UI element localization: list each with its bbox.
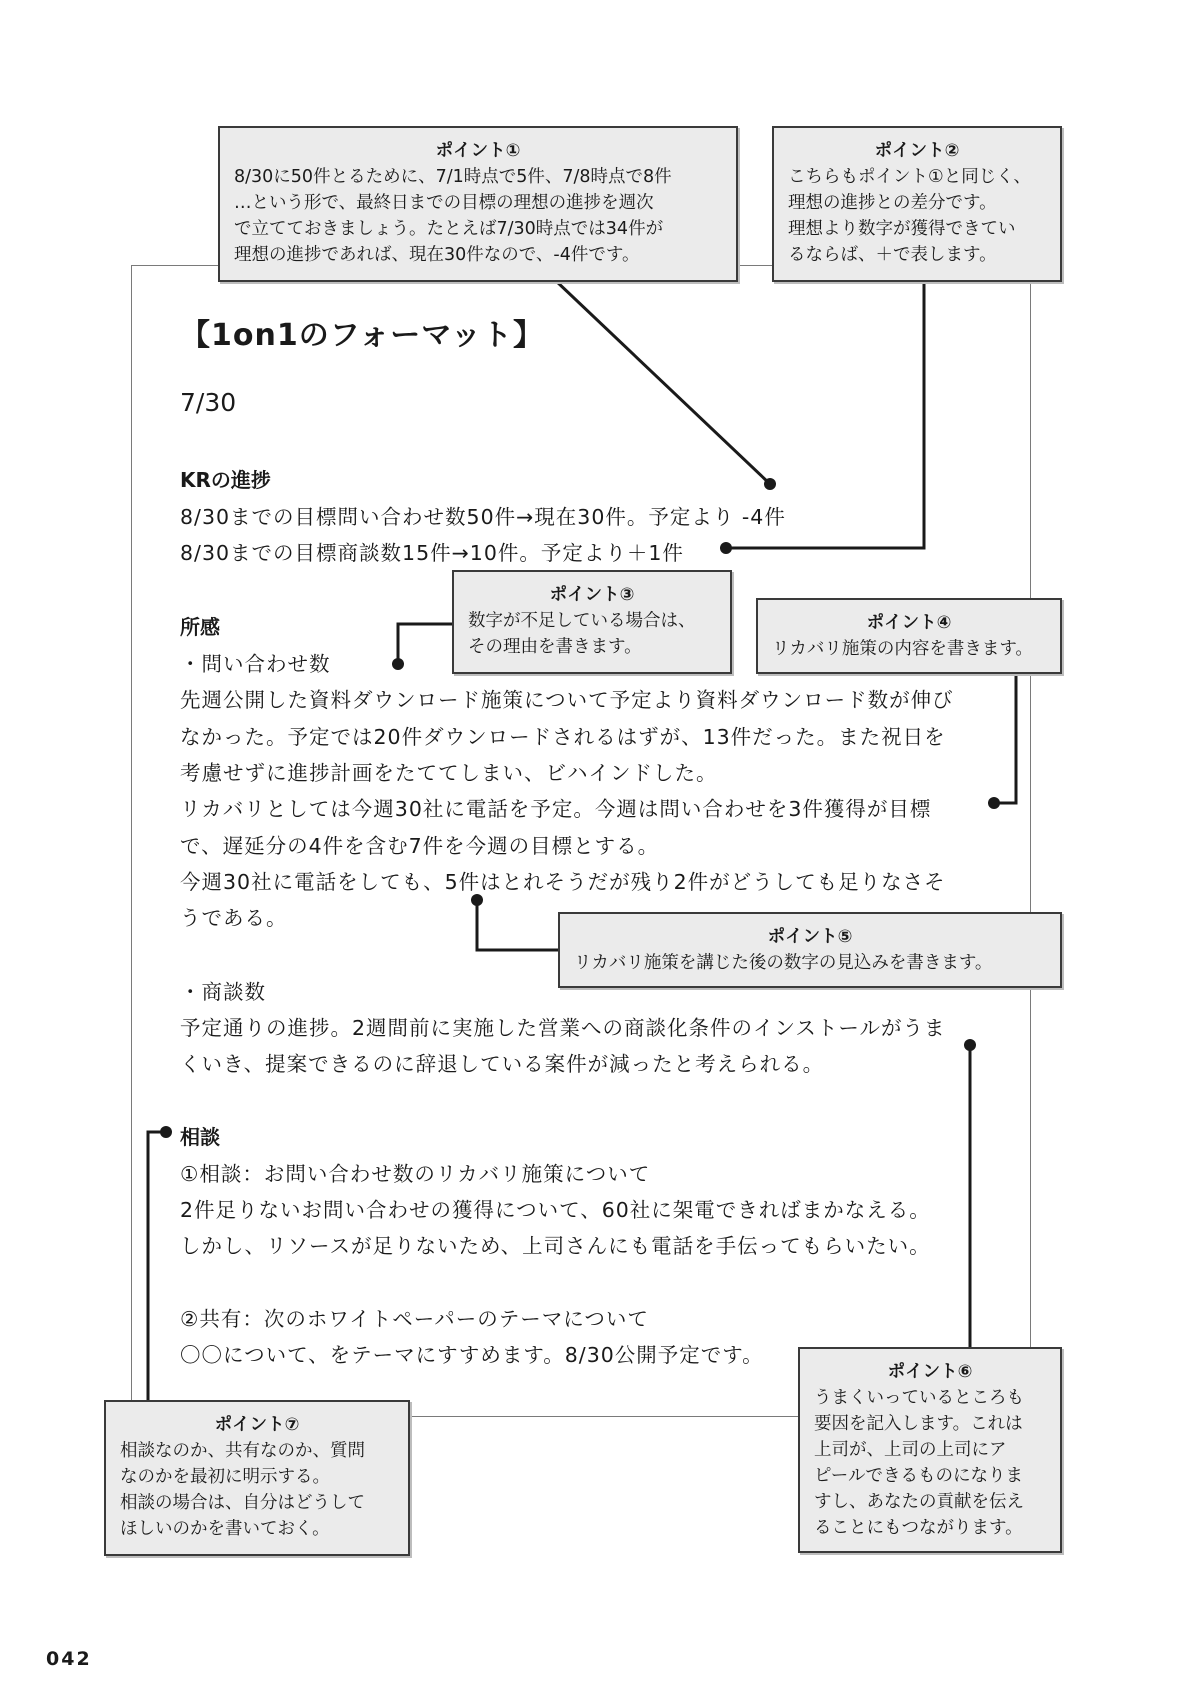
callout-line: リカバリ施策を講じた後の数字の見込みを書きます。 xyxy=(574,953,993,973)
consultation-heading: 相談 xyxy=(180,1125,220,1149)
consultation-line: ②共有：次のホワイトペーパーのテーマについて xyxy=(180,1307,649,1331)
callout-line: リカバリ施策の内容を書きます。 xyxy=(772,639,1033,659)
kr-line: 8/30までの目標商談数15件→10件。予定より＋1件 xyxy=(180,541,684,565)
consultation-line: しかし、リソースが足りないため、上司さんにも電話を手伝ってもらいたい。 xyxy=(180,1234,931,1258)
callout-point-5 xyxy=(558,912,1062,988)
impressions-heading: 所感 xyxy=(180,615,220,639)
inquiries-label: ・問い合わせ数 xyxy=(180,652,331,676)
callout-title: ポイント① xyxy=(435,141,521,161)
consultation-line: 2件足りないお問い合わせの獲得について、60社に架電できればまかなえる。 xyxy=(180,1198,931,1222)
meetings-line: 予定通りの進捗。2週間前に実施した営業への商談化条件のインストールがうま xyxy=(180,1016,946,1040)
callout-point-7 xyxy=(104,1400,410,1556)
callout-line: るならば、＋で表します。 xyxy=(788,245,997,265)
callout-title: ポイント③ xyxy=(549,585,635,605)
callout-line: 上司が、上司の上司にア xyxy=(814,1440,1007,1460)
callout-line: ほしいのかを書いておく。 xyxy=(120,1519,330,1539)
callout-line: こちらもポイント①と同じく、 xyxy=(788,167,1031,187)
callout-title: ポイント⑤ xyxy=(767,927,853,947)
callout-line: 要因を記入します。これは xyxy=(814,1414,1023,1434)
callout-point-2 xyxy=(772,126,1062,282)
inquiries-line: うである。 xyxy=(180,906,288,930)
callout-point-3 xyxy=(452,570,732,674)
inquiries-line: 考慮せずに進捗計画をたててしまい、ビハインドした。 xyxy=(180,761,718,785)
callout-line: 理想より数字が獲得できてい xyxy=(788,219,1016,239)
callout-title: ポイント④ xyxy=(866,613,952,633)
callout-line: 理想の進捗との差分です。 xyxy=(788,193,997,213)
kr-line: 8/30までの目標問い合わせ数50件→現在30件。予定より -4件 xyxy=(180,505,786,529)
inquiries-line: で、遅延分の4件を含む7件を今週の目標とする。 xyxy=(180,834,660,858)
callout-title: ポイント⑥ xyxy=(887,1362,973,1382)
callout-line: 相談なのか、共有なのか、質問 xyxy=(120,1441,365,1461)
callout-line: うまくいっているところも xyxy=(814,1388,1024,1408)
meetings-label: ・商談数 xyxy=(180,980,266,1004)
consultation-line: 〇〇について、をテーマにすすめます。8/30公開予定です。 xyxy=(180,1343,764,1367)
callout-line: 理想の進捗であれば、現在30件なので、-4件です。 xyxy=(234,245,640,265)
inquiries-line: 今週30社に電話をしても、5件はとれそうだが残り2件がどうしても足りなさそ xyxy=(180,870,946,894)
inquiries-line: なかった。予定では20件ダウンロードされるはずが、13件だった。また祝日を xyxy=(180,725,946,749)
inquiries-line: リカバリとしては今週30社に電話を予定。今週は問い合わせを3件獲得が目標 xyxy=(180,797,932,821)
callout-line: 8/30に50件とるために、7/1時点で5件、7/8時点で8件 xyxy=(234,167,672,187)
meetings-line: くいき、提案できるのに辞退している案件が減ったと考えられる。 xyxy=(180,1052,825,1076)
consultation-line: ①相談：お問い合わせ数のリカバリ施策について xyxy=(180,1162,651,1186)
callout-line: すし、あなたの貢献を伝え xyxy=(814,1492,1024,1512)
callout-line: なのかを最初に明示する。 xyxy=(120,1467,330,1487)
callout-line: で立てておきましょう。たとえば7/30時点では34件が xyxy=(234,219,664,239)
callout-line: …という形で、最終日までの目標の理想の進捗を週次 xyxy=(234,193,654,213)
callout-line: ることにもつながります。 xyxy=(814,1518,1023,1538)
callout-title: ポイント⑦ xyxy=(214,1415,300,1435)
callout-line: 数字が不足している場合は、 xyxy=(468,611,696,631)
callout-point-6 xyxy=(798,1347,1062,1553)
callout-title: ポイント② xyxy=(874,141,960,161)
document-title: 【1on1のフォーマット】 xyxy=(180,318,545,353)
inquiries-line: 先週公開した資料ダウンロード施策について予定より資料ダウンロード数が伸び xyxy=(180,688,954,712)
callout-line: ピールできるものになりま xyxy=(814,1466,1023,1486)
kr-heading: KRの進捗 xyxy=(180,468,271,492)
callout-point-1 xyxy=(218,126,738,282)
callout-line: その理由を書きます。 xyxy=(468,637,642,657)
callout-line: 相談の場合は、自分はどうして xyxy=(120,1493,365,1513)
document-date: 7/30 xyxy=(180,388,237,417)
page-number: 042 xyxy=(46,1648,92,1670)
callout-point-4 xyxy=(756,598,1062,674)
